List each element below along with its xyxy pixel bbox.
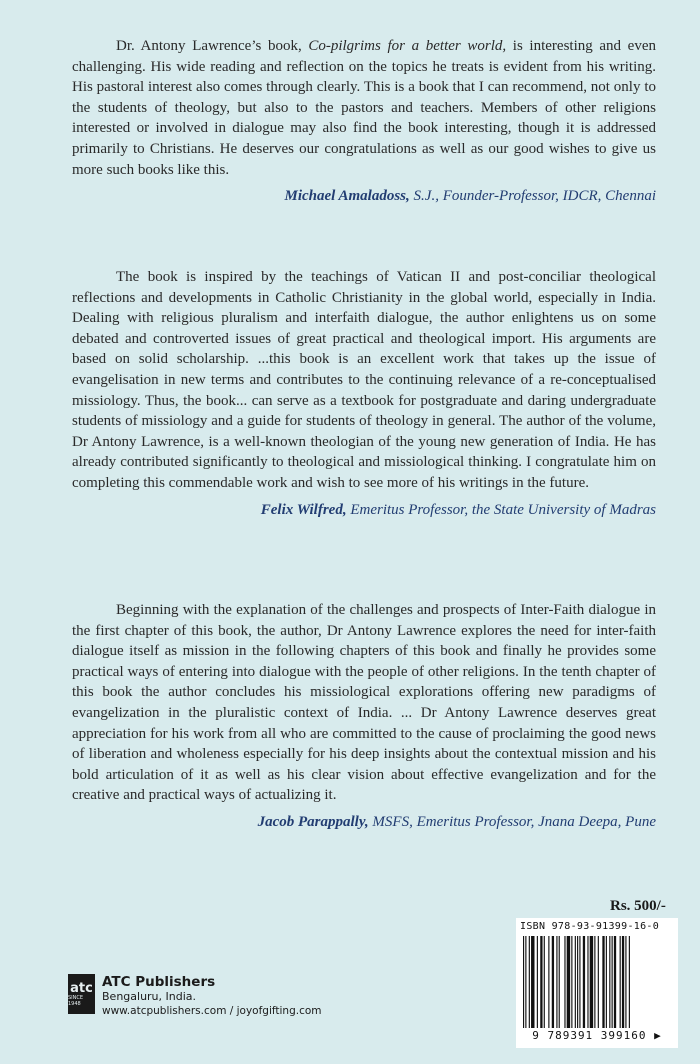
barcode — [516, 918, 678, 1048]
barcode-bar — [537, 936, 538, 1028]
barcode-bar — [622, 936, 624, 1028]
barcode-bar — [620, 936, 621, 1028]
barcode-bar — [594, 936, 595, 1028]
barcode-bar — [583, 936, 585, 1028]
barcode-bar — [579, 936, 580, 1028]
review-wilfred — [72, 267, 656, 520]
review-text: Dr. Antony Lawrence’s book, Co-pilgrims for a better world, is interesting and even challenging. His wide reading and reflection on the topics he treats is evident from his writing. His pastoral interest also comes through clearly. This is a book that I can recommend, not only to the students of theology, but also to the pastors and teachers. Members of other religions interested or involved in dialogue may also find the book interesting, though it is addressed primarily to Christians. He deserves our congratulations as well as our good wishes to give us more such books like this. — [72, 38, 656, 178]
barcode-bar — [577, 936, 578, 1028]
review-attribution — [72, 500, 656, 520]
barcode-bar — [614, 936, 616, 1028]
reviewer-credentials: MSFS, Emeritus Professor, Jnana Deepa, Pune — [368, 813, 656, 830]
barcode-bar — [544, 936, 545, 1028]
reviewer-name: Jacob Parappally, — [257, 813, 369, 830]
publisher-name: ATC Publishers — [102, 974, 216, 990]
review-parappally — [72, 600, 656, 832]
publisher-logo-icon: atc SINCE 1948 — [68, 974, 95, 1014]
price-label: Rs. 500/- — [610, 898, 666, 914]
barcode-bar — [559, 936, 560, 1028]
barcode-bar — [598, 936, 599, 1028]
publisher-block — [68, 974, 322, 1018]
barcode-bar — [606, 936, 607, 1028]
publisher-website: www.atcpublishers.com / joyofgifting.com — [102, 1005, 322, 1017]
barcode-bars — [523, 936, 671, 1028]
barcode-bar — [571, 936, 572, 1028]
barcode-bar — [587, 936, 588, 1028]
barcode-bar — [602, 936, 604, 1028]
barcode-bar — [540, 936, 542, 1028]
reviewer-credentials: Emeritus Professor, the State University of Madras — [346, 501, 656, 518]
publisher-info — [102, 974, 322, 1018]
barcode-bar — [625, 936, 626, 1028]
publisher-city: Bengaluru, India. — [102, 990, 197, 1003]
barcode-bar — [564, 936, 565, 1028]
barcode-bar — [629, 936, 630, 1028]
barcode-bar — [567, 936, 570, 1028]
barcode-bar — [552, 936, 554, 1028]
reviewer-name: Michael Amaladoss, — [284, 188, 410, 205]
review-attribution — [72, 812, 656, 832]
barcode-bar — [525, 936, 526, 1028]
reviewer-credentials: S.J., Founder-Professor, IDCR, Chennai — [409, 188, 656, 205]
review-amaladoss — [72, 36, 656, 206]
barcode-bar — [575, 936, 576, 1028]
barcode-bar — [523, 936, 524, 1028]
barcode-bar — [556, 936, 557, 1028]
barcode-digits: 9 789391 399160 ▶ — [532, 1029, 662, 1042]
barcode-bar — [612, 936, 613, 1028]
review-text: The book is inspired by the teachings of Vatican II and post-conciliar theological reflections and developments in Catholic Christianity in the global world, especially in India. Dealing with religious pluralism and interfaith dialogue, the author enlightens us on some debated and controverted issues of great practical and theological import. His arguments are based on solid scholarship. ...this book is an excellent work that takes up the issue of evangelisation in new terms and contributes to the continuing relevance of a re-conceptualised missiology. Thus, the book... can serve as a textbook for postgraduate and daring undergraduate students of missiology and a guide for students of theology in general. The author of the volume, Dr Antony Lawrence, is a well-known theologian of the young new generation of India. He has already contributed significantly to theological and missiological thinking. I congratulate him on completing this commendable work and wish to see more of his writings in the future. — [72, 269, 656, 491]
barcode-bar — [531, 936, 534, 1028]
reviewer-name: Felix Wilfred, — [260, 501, 347, 518]
barcode-bar — [590, 936, 593, 1028]
review-text: Beginning with the explanation of the challenges and prospects of Inter-Faith dialogue in the first chapter of this book, the author, Dr Antony Lawrence explores the need for inter-faith dialogue itself as mission in the following chapters of this book and finally he provides some practical ways of entering into dialogue with the people of other religions. In the tenth chapter of this book the author concludes his missiological explorations offering new paradigms of evangelization in the pluralistic context of India. ... Dr Antony Lawrence deserves great appreciation for his work from all who are committed to the cause of proclaiming the good news of liberation and wholeness especially for his deep insights about the contextual mission and his bold articulation of it as well as his clear vision about effective evangelization and for the creative and practical ways of actualizing it. — [72, 602, 656, 804]
barcode-bar — [548, 936, 549, 1028]
barcode-bar — [529, 936, 530, 1028]
review-attribution — [72, 186, 656, 206]
barcode-bar — [609, 936, 610, 1028]
book-title: Co-pilgrims for a better world, — [308, 38, 507, 54]
isbn-text: ISBN 978-93-91399-16-0 — [520, 921, 660, 932]
